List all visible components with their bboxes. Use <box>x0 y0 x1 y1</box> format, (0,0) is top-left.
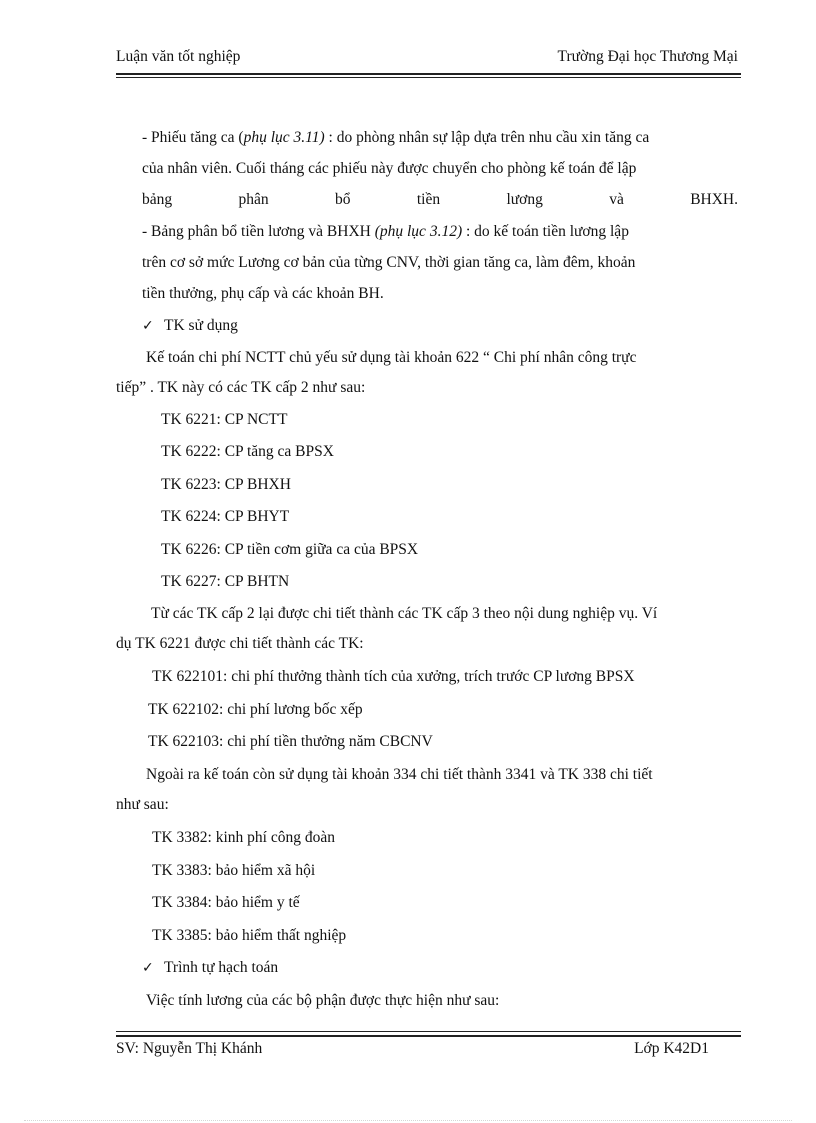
list-item: TK 3385: bảo hiểm thất nghiệp <box>152 927 347 944</box>
appendix-ref: (phụ lục 3.12) <box>374 223 463 240</box>
list-item: TK 622103: chi phí tiền thưởng năm CBCNV <box>148 733 433 750</box>
list-item: TK 3382: kinh phí công đoàn <box>152 829 335 846</box>
text-run: : do kế toán tiền lương lập <box>462 223 629 240</box>
section-heading-text: Trình tự hạch toán <box>164 959 279 976</box>
paragraph-line: tiếp” . TK này có các TK cấp 2 như sau: <box>116 379 366 396</box>
paragraph-line: trên cơ sở mức Lương cơ bản của từng CNV, thời gian tăng ca, làm đêm, khoản <box>142 254 636 271</box>
page-bottom-divider <box>24 1120 792 1121</box>
list-item: TK 6222: CP tăng ca BPSX <box>161 443 334 460</box>
list-item: TK 6227: CP BHTN <box>161 573 290 590</box>
paragraph-line: bảng phân bổ tiền lương và BHXH. <box>142 191 738 208</box>
paragraph-line: Việc tính lương của các bộ phận được thực hiện như sau: <box>146 992 500 1009</box>
header-university: Trường Đại học Thương Mại <box>557 48 738 65</box>
text-run: : do phòng nhân sự lập dựa trên nhu cầu xin tăng ca <box>324 129 650 146</box>
paragraph-line: Từ các TK cấp 2 lại được chi tiết thành các TK cấp 3 theo nội dung nghiệp vụ. Ví <box>151 605 658 622</box>
list-item: TK 6221: CP NCTT <box>161 411 288 428</box>
section-heading <box>142 316 238 336</box>
footer-class: Lớp K42D1 <box>634 1040 709 1057</box>
list-item: TK 622101: chi phí thưởng thành tích của xưởng, trích trước CP lương BPSX <box>152 668 635 685</box>
checkmark-icon: ✓ <box>142 318 154 334</box>
page-header <box>116 48 738 70</box>
footer-rule <box>116 1035 741 1037</box>
header-rule <box>116 73 741 75</box>
checkmark-icon: ✓ <box>142 960 154 976</box>
paragraph-line: tiền thưởng, phụ cấp và các khoản BH. <box>142 285 384 302</box>
footer-student-name: SV: Nguyễn Thị Khánh <box>116 1040 263 1057</box>
list-item: TK 622102: chi phí lương bốc xếp <box>148 701 363 718</box>
paragraph-line <box>142 222 629 242</box>
header-rule-thin <box>116 77 741 78</box>
paragraph-line: dụ TK 6221 được chi tiết thành các TK: <box>116 635 364 652</box>
paragraph-line: Ngoài ra kế toán còn sử dụng tài khoản 334 chi tiết thành 3341 và TK 338 chi tiết <box>146 766 653 783</box>
header-thesis-title: Luận văn tốt nghiệp <box>116 48 241 65</box>
list-item: TK 6226: CP tiền cơm giữa ca của BPSX <box>161 541 419 558</box>
appendix-ref: phụ lục 3.11) <box>243 129 325 146</box>
text-run: - Phiếu tăng ca ( <box>142 129 244 146</box>
paragraph-line: của nhân viên. Cuối tháng các phiếu này được chuyển cho phòng kế toán để lập <box>142 160 637 177</box>
text-run: - Bảng phân bổ tiền lương và BHXH <box>142 223 375 240</box>
section-heading-text: TK sử dụng <box>164 317 238 334</box>
page-footer <box>116 1040 709 1058</box>
list-item: TK 3384: bảo hiểm y tế <box>152 894 300 911</box>
list-item: TK 3383: bảo hiểm xã hội <box>152 862 316 879</box>
paragraph-line: Kế toán chi phí NCTT chủ yếu sử dụng tài khoản 622 “ Chi phí nhân công trực <box>146 349 637 366</box>
list-item: TK 6223: CP BHXH <box>161 476 291 493</box>
paragraph-line <box>142 128 649 148</box>
section-heading <box>142 958 278 978</box>
footer-rule-thin <box>116 1031 741 1032</box>
list-item: TK 6224: CP BHYT <box>161 508 290 525</box>
paragraph-line: như sau: <box>116 796 169 813</box>
